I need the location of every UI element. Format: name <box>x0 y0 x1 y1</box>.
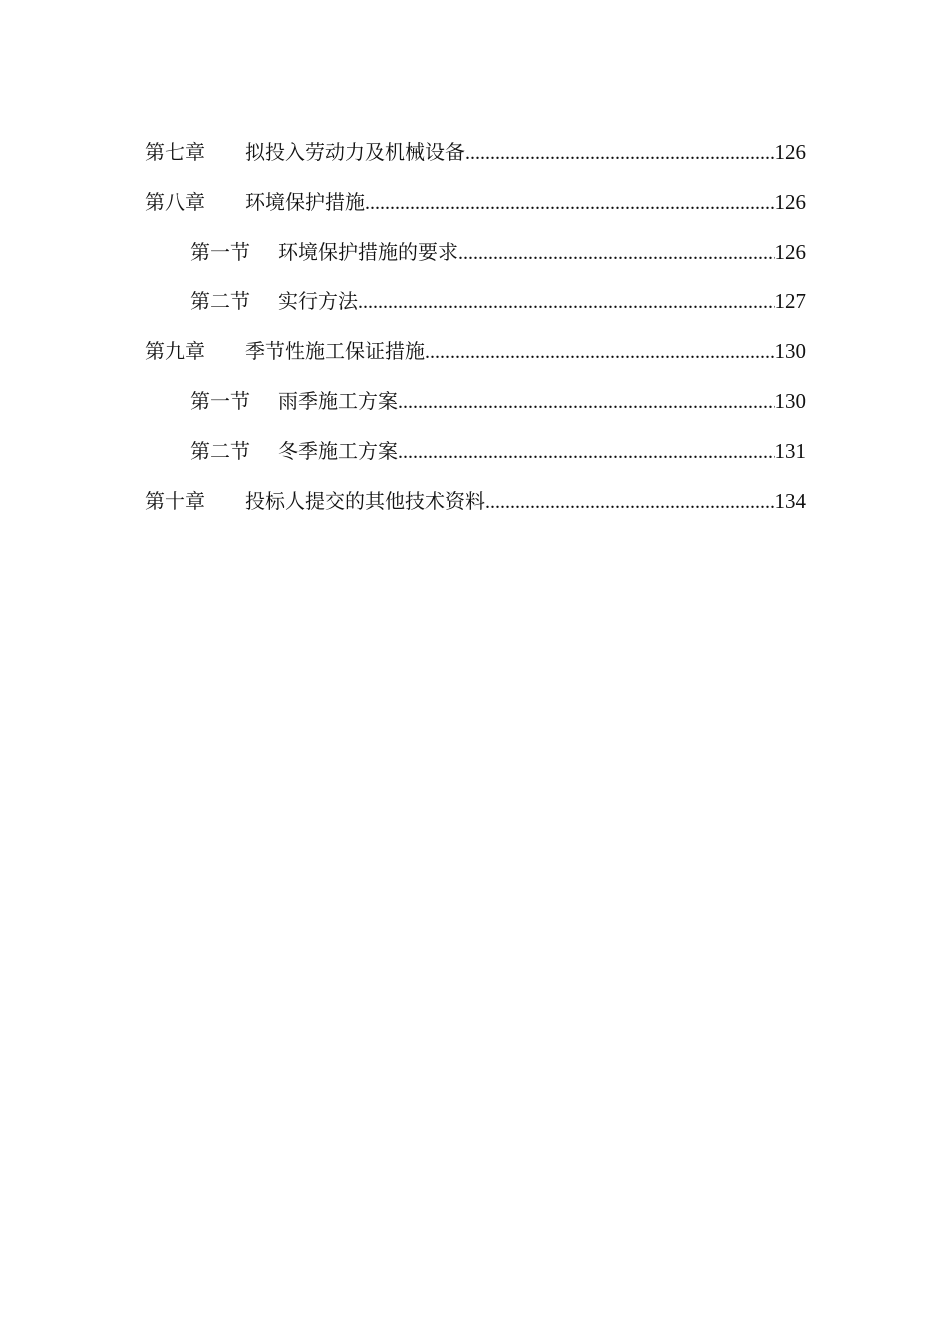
toc-entry-page: 126 <box>774 140 806 164</box>
toc-entry-title: 季节性施工保证措施 <box>245 339 425 364</box>
toc-entry-number: 第一节 <box>190 388 250 413</box>
toc-entry-number: 第二节 <box>190 438 250 463</box>
toc-entry-page: 126 <box>774 239 806 264</box>
toc-entry-chapter-8-section-1[interactable] <box>145 228 806 278</box>
toc-entry-number: 第九章 <box>145 339 205 364</box>
toc-dot-leader <box>365 179 775 228</box>
toc-entry-page: 130 <box>774 388 806 413</box>
toc-entry-title: 投标人提交的其他技术资料 <box>245 488 485 513</box>
toc-entry-chapter-7[interactable] <box>145 128 806 178</box>
toc-entry-number: 第二节 <box>190 289 250 314</box>
toc-entry-title: 拟投入劳动力及机械设备 <box>245 140 465 164</box>
toc-entry-chapter-9-section-2[interactable] <box>145 427 806 477</box>
table-of-contents <box>145 128 806 526</box>
toc-entry-number: 第十章 <box>145 488 205 513</box>
toc-entry-title: 环境保护措施的要求 <box>278 239 458 264</box>
toc-dot-leader <box>458 229 775 278</box>
toc-entry-number: 第八章 <box>145 189 205 214</box>
toc-entry-chapter-9[interactable] <box>145 327 806 377</box>
toc-entry-number: 第一节 <box>190 239 250 264</box>
toc-entry-title: 雨季施工方案 <box>278 388 398 413</box>
toc-dot-leader <box>398 428 775 477</box>
toc-entry-page: 134 <box>774 488 806 513</box>
toc-entry-page: 126 <box>774 189 806 214</box>
toc-entry-title: 环境保护措施 <box>245 189 365 214</box>
toc-entry-page: 130 <box>774 339 806 364</box>
toc-dot-leader <box>485 478 775 527</box>
toc-dot-leader <box>358 278 775 327</box>
toc-dot-leader <box>425 328 775 377</box>
toc-entry-number: 第七章 <box>145 140 205 164</box>
toc-dot-leader <box>465 129 775 178</box>
toc-entry-chapter-9-section-1[interactable] <box>145 377 806 427</box>
toc-entry-title: 实行方法 <box>278 289 358 314</box>
toc-entry-page: 127 <box>774 289 806 314</box>
toc-entry-chapter-10[interactable] <box>145 477 806 527</box>
toc-entry-chapter-8-section-2[interactable] <box>145 277 806 327</box>
toc-entry-title: 冬季施工方案 <box>278 438 398 463</box>
toc-entry-page: 131 <box>774 438 806 463</box>
toc-dot-leader <box>398 378 775 427</box>
toc-entry-chapter-8[interactable] <box>145 178 806 228</box>
